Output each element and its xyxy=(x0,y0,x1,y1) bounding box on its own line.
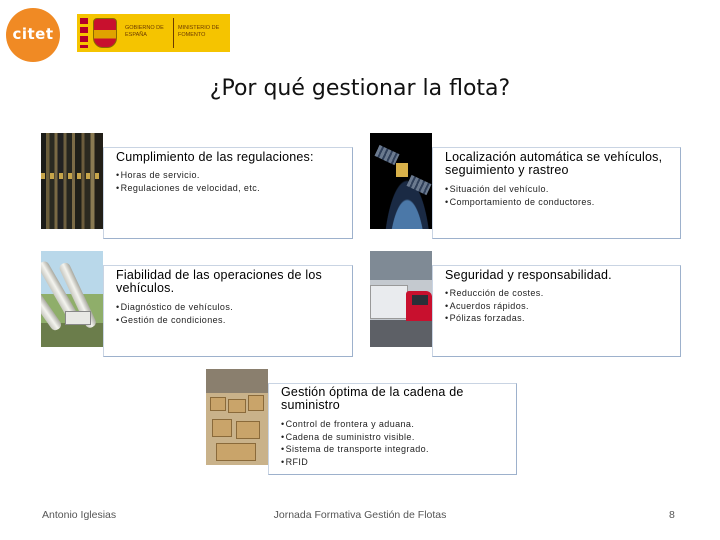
card-heading: Fiabilidad de las operaciones de los vehículos. xyxy=(116,268,322,295)
truck-image xyxy=(370,251,432,347)
gov-logo-divider xyxy=(173,18,174,48)
page-number: 8 xyxy=(669,509,675,521)
list-item: • Comportamiento de conductores. xyxy=(445,196,595,209)
card-heading: Localización automática se vehículos, seguimiento y rastreo xyxy=(445,150,663,177)
truck-window xyxy=(412,295,428,305)
satellite-image xyxy=(370,133,432,229)
spain-flag-icon xyxy=(80,18,88,48)
list-item: • Cadena de suministro visible. xyxy=(281,431,429,444)
card-bullet-list xyxy=(116,169,260,194)
ministry-logo-text: MINISTERIO DE FOMENTO xyxy=(178,25,220,38)
truck-shape xyxy=(65,311,91,325)
box-shape xyxy=(228,399,246,413)
list-item: • Situación del vehículo. xyxy=(445,183,595,196)
card-heading: Gestión óptima de la cadena de suministro xyxy=(281,385,464,412)
list-item: • Acuerdos rápidos. xyxy=(445,300,544,313)
card-location-tracking xyxy=(370,133,681,239)
transport-pipes-image xyxy=(41,251,103,347)
card-bullet-list xyxy=(281,418,429,468)
list-item: • Regulaciones de velocidad, etc. xyxy=(116,182,260,195)
list-item: • Control de frontera y aduana. xyxy=(281,418,429,431)
card-heading: Cumplimiento de las regulaciones: xyxy=(116,150,314,164)
warehouse-image xyxy=(206,369,268,465)
box-shape xyxy=(248,395,264,411)
box-shape xyxy=(210,397,226,411)
citet-logo xyxy=(6,8,64,62)
list-item: • Sistema de transporte integrado. xyxy=(281,443,429,456)
list-item: • RFID xyxy=(281,456,429,469)
box-shape xyxy=(216,443,256,461)
coat-of-arms-icon xyxy=(93,18,117,48)
satellite-body xyxy=(396,163,408,177)
card-bullet-list xyxy=(116,301,233,326)
footer-author: Antonio Iglesias xyxy=(42,509,117,521)
list-item: • Gestión de condiciones. xyxy=(116,314,233,327)
list-item: • Pólizas forzadas. xyxy=(445,312,544,325)
list-item: • Horas de servicio. xyxy=(116,169,260,182)
card-vehicle-reliability xyxy=(41,251,353,357)
citet-logo-text: citet xyxy=(12,25,54,43)
card-bullet-list xyxy=(445,287,544,325)
card-heading: Seguridad y responsabilidad. xyxy=(445,268,612,282)
satellite-panel xyxy=(406,175,431,195)
card-regulations xyxy=(41,133,353,239)
card-bullet-list xyxy=(445,183,595,208)
law-books-image xyxy=(41,133,103,229)
truck-trailer xyxy=(370,285,408,319)
slide-title: ¿Por qué gestionar la flota? xyxy=(209,76,511,101)
list-item: • Reducción de costes. xyxy=(445,287,544,300)
gov-logo-text: GOBIERNO DE ESPAÑA xyxy=(125,25,164,38)
card-safety-responsibility xyxy=(370,251,681,357)
footer-event: Jornada Formativa Gestión de Flotas xyxy=(273,509,447,521)
box-shape xyxy=(236,421,260,439)
card-supply-chain xyxy=(206,369,517,475)
list-item: • Diagnóstico de vehículos. xyxy=(116,301,233,314)
government-logo xyxy=(77,14,230,52)
box-shape xyxy=(212,419,232,437)
